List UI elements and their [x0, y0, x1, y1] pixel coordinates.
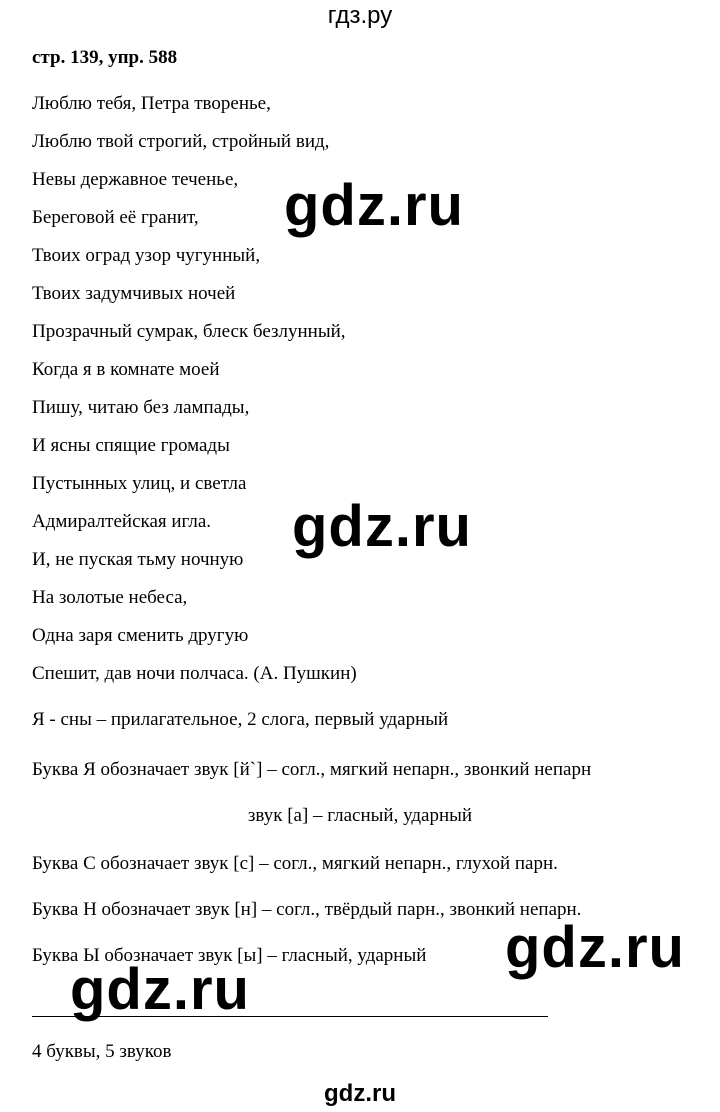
poem-line: И, не пуская тьму ночную [32, 549, 244, 570]
poem-line: Твоих оград узор чугунный, [32, 245, 261, 266]
poem-line: Когда я в комнате моей [32, 359, 220, 380]
poem-line: Прозрачный сумрак, блеск безлунный, [32, 321, 346, 342]
watermark: gdz.ru [505, 915, 685, 980]
poem-line: Невы державное теченье, [32, 169, 239, 190]
letter-analysis-line: Буква С обозначает звук [с] – согл., мягкий непарн., глухой парн. [32, 853, 558, 874]
letter-analysis-line: Буква Я обозначает звук [й`] – согл., мягкий непарн., звонкий непарн [32, 759, 592, 780]
poem-line: Пустынных улиц, и светла [32, 473, 247, 494]
poem-line: Одна заря сменить другую [32, 625, 249, 646]
poem-line: И ясны спящие громады [32, 435, 230, 456]
letter-analysis-line: Буква Ы обозначает звук [ы] – гласный, ударный [32, 945, 427, 966]
watermark: gdz.ru [284, 173, 464, 238]
site-footer: gdz.ru [324, 1080, 396, 1107]
letter-analysis-line: Буква Н обозначает звук [н] – согл., твёрдый парн., звонкий непарн. [32, 899, 582, 920]
poem-line: Твоих задумчивых ночей [32, 283, 236, 304]
site-header: гдз.ру [327, 2, 393, 29]
watermark: gdz.ru [70, 957, 250, 1022]
poem-line: Адмиралтейская игла. [32, 511, 212, 532]
exercise-title: стр. 139, упр. 588 [32, 47, 178, 68]
summary-line: 4 буквы, 5 звуков [32, 1041, 172, 1062]
poem-line: Люблю тебя, Петра творенье, [32, 93, 271, 114]
poem-line: На золотые небеса, [32, 587, 188, 608]
poem-line: Пишу, читаю без лампады, [32, 397, 250, 418]
poem-line: Люблю твой строгий, стройный вид, [32, 131, 330, 152]
letter-analysis-line: звук [а] – гласный, ударный [247, 805, 473, 826]
watermark: gdz.ru [292, 494, 472, 559]
poem-line: Спешит, дав ночи полчаса. (А. Пушкин) [32, 663, 357, 684]
word-analysis-line: Я - сны – прилагательное, 2 слога, первый ударный [32, 709, 449, 730]
poem-line: Береговой её гранит, [32, 207, 199, 228]
